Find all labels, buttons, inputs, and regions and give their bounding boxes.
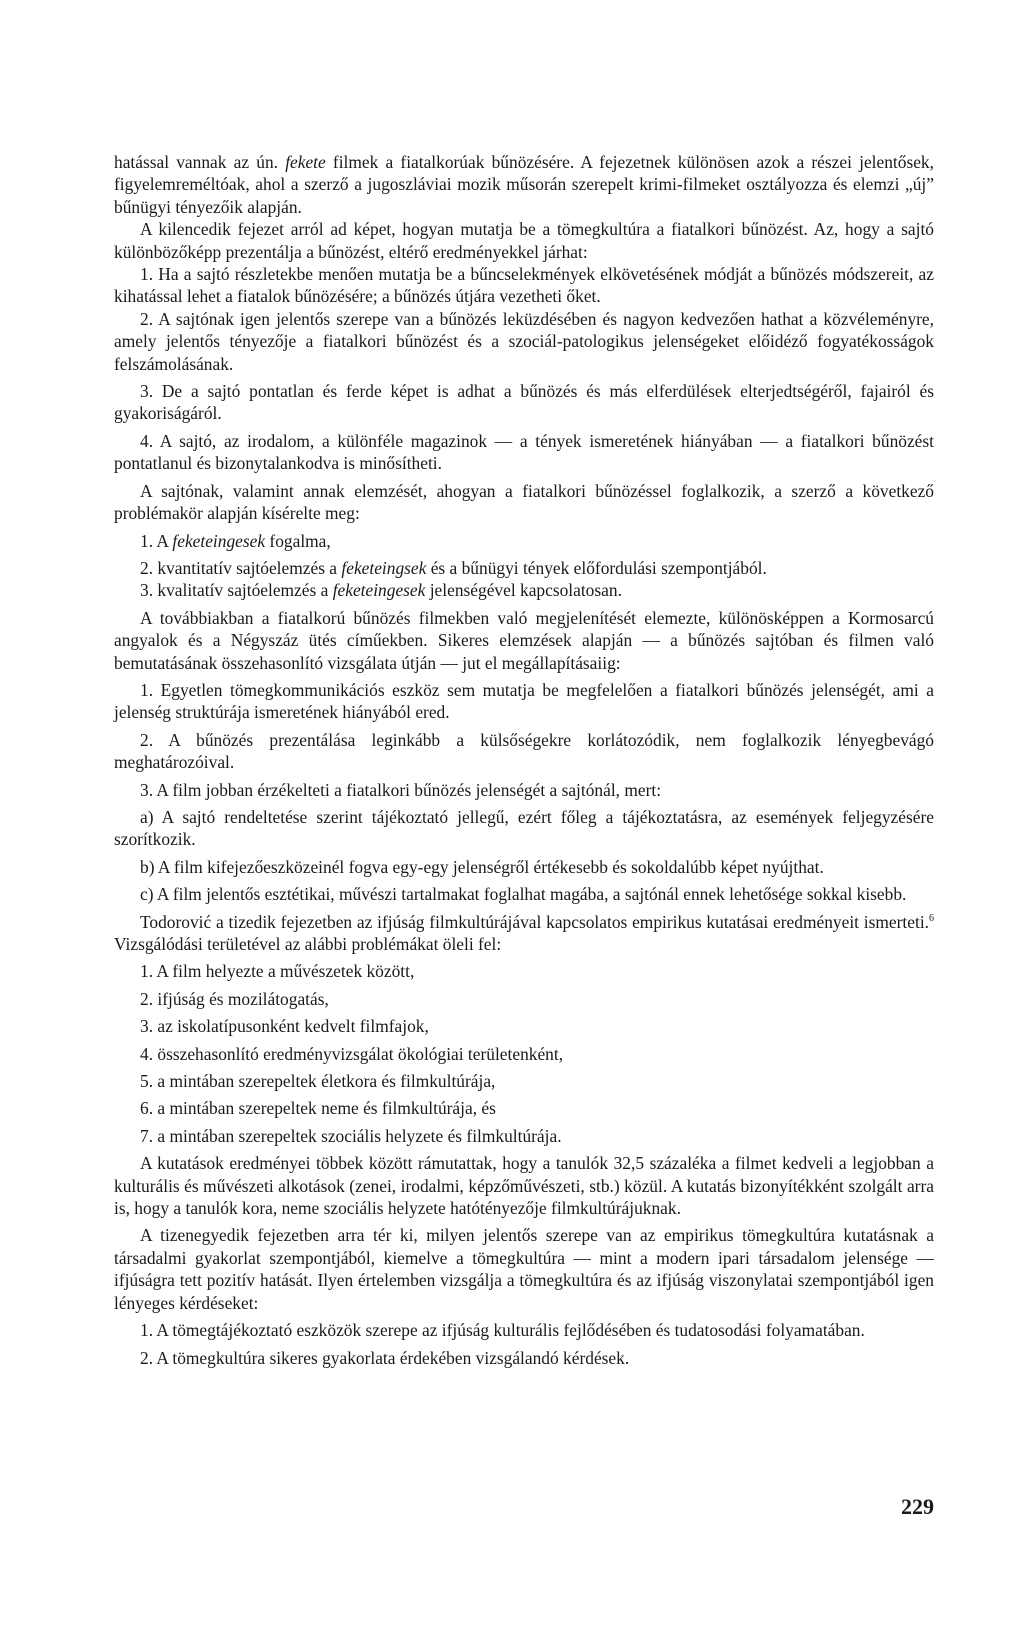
page-body xyxy=(114,151,934,1369)
italic-term: fekete xyxy=(285,152,326,172)
italic-term: feketeingesek xyxy=(332,580,426,601)
paragraph: A tizenegyedik fejezetben arra tér ki, milyen jelentős szerepe van az empirikus tömegkultúra kutatásnak a társadalmi gyakorlat szempontjából, kiemelve a tömegkultúra — mint a modern ipari társadalom jelensége — ifjúságra tett pozitív hatását. Ilyen értelemben vizsgálja a tömegkultúra és az ifjúság viszonylatai szempontjából igen lényeges kérdéseket: xyxy=(114,1225,934,1313)
list-item: 1. A film helyezte a művészetek között, xyxy=(140,961,415,982)
footnote-marker: 6 xyxy=(929,912,934,924)
numbered-list xyxy=(114,960,934,1147)
numbered-item: 4. A sajtó, az irodalom, a különféle magazinok — a tények ismeretének hiányában — a fiatalkori bűnözést pontatlanul és bizonytalankodva is minősítheti. xyxy=(114,430,934,474)
numbered-item: 2. kvantitatív sajtóelemzés a feketeingsek és a bűnügyi tények előfordulási szempontjából. xyxy=(140,557,767,578)
numbered-item: 2. A tömegkultúra sikeres gyakorlata érdekében vizsgálandó kérdések. xyxy=(140,1347,630,1368)
page-number: 229 xyxy=(901,1494,934,1519)
paragraph: A sajtónak, valamint annak elemzését, ahogyan a fiatalkori bűnözéssel foglalkozik, a szerző a következő problémakör alapján kísérelte meg: xyxy=(114,480,934,524)
numbered-item: 2. A sajtónak igen jelentős szerepe van a bűnözés leküzdésében és nagyon kedvezően hathat a közvéleményre, amely jelentős tényezője a fiatalkori bűnözést és a szociál-patologikus jelenségeket előidéző fogyatékosságok felszámolásának. xyxy=(114,308,934,374)
paragraph: Todorović a tizedik fejezetben az ifjúság filmkultúrájával kapcsolatos empirikus kutatásai eredményeit ismerteti.$^6$ Vizsgálódási területével az alábbi problémákat öleli fel: xyxy=(114,911,934,954)
list-item: 5. a mintában szerepeltek életkora és filmkultúrája, xyxy=(140,1071,496,1092)
numbered-item: 2. A bűnözés prezentálása leginkább a külsőségekre korlátozódik, nem foglalkozik lényegbevágó meghatározóival. xyxy=(114,729,934,773)
paragraph: hatással vannak az ún. fekete filmek a fiatalkorúak bűnözésére. A fejezetnek különösen azok a részei jelentősek, figyelemreméltóak, ahol a szerző a jugoszláviai mozik műsorán szerepelt krimi-filmeket osztályozza és elemzi „új” bűnügyi tényezőik alapján. xyxy=(114,152,934,217)
lettered-item: b) A film kifejezőeszközeinél fogva egy-egy jelenségről értékesebb és sokoldalúbb képet nyújthat. xyxy=(140,856,824,877)
italic-term: feketeingsek xyxy=(341,557,427,578)
numbered-item: 3. kvalitatív sajtóelemzés a feketeingesek jelenségével kapcsolatosan. xyxy=(140,580,622,601)
paragraph: A kutatások eredményei többek között rámutattak, hogy a tanulók 32,5 százaléka a filmet kedveli a legjobban a kulturális és művészeti alkotások (zenei, irodalmi, képzőművészeti, stb.) közül. A kutatás bizonyítékként szolgált arra is, hogy a tanulók kora, neme szociális helyzete hatótényezője filmkultúrájuknak. xyxy=(114,1153,934,1219)
lettered-item: c) A film jelentős esztétikai, művészi tartalmakat foglalhat magába, a sajtónál ennek lehetősége sokkal kisebb. xyxy=(140,884,907,905)
list-item: 3. az iskolatípusonként kedvelt filmfajok, xyxy=(140,1016,429,1037)
italic-term: feketeingesek xyxy=(172,530,266,551)
numbered-item: 1. Egyetlen tömegkommunikációs eszköz sem mutatja be megfelelően a fiatalkori bűnözés jelenségét, ami a jelenség struktúrája ismeretének hiányából ered. xyxy=(114,679,934,723)
numbered-item: 1. A tömegtájékoztató eszközök szerepe az ifjúság kulturális fejlődésében és tudatosodási folyamatában. xyxy=(140,1320,865,1341)
numbered-item: 3. De a sajtó pontatlan és ferde képet is adhat a bűnözés és más elferdülések elterjedtségéről, fajairól és gyakoriságáról. xyxy=(114,381,934,424)
list-item: 4. összehasonlító eredményvizsgálat ökológiai területenként, xyxy=(140,1043,564,1064)
paragraph: A továbbiakban a fiatalkorú bűnözés filmekben való megjelenítését elemezte, különösképpen a Kormosarcú angyalok és a Négyszáz ütés címűekben. Sikeres elemzések alapján — a bűnözés sajtóban és filmen való bemutatásának összehasonlító vizsgálata útján — jut el megállapításaiig: xyxy=(114,607,934,673)
numbered-item: 3. A film jobban érzékelteti a fiatalkori bűnözés jelenségét a sajtónál, mert: xyxy=(140,779,662,800)
list-item: 6. a mintában szerepeltek neme és filmkultúrája, és xyxy=(140,1098,496,1119)
list-item: 2. ifjúság és mozilátogatás, xyxy=(140,988,329,1009)
numbered-item: 1. A feketeingesek fogalma, xyxy=(140,530,331,551)
paragraph: A kilencedik fejezet arról ad képet, hogyan mutatja be a tömegkultúra a fiatalkori bűnözést. Az, hogy a sajtó különbözőképp prezentálja a bűnözést, eltérő eredményekkel járhat: xyxy=(114,219,934,262)
numbered-item: 1. Ha a sajtó részletekbe menően mutatja be a bűncselekmények elkövetésének módját a bűnözés módszereit, az kihatással lehet a fiatalok bűnözésére; a bűnözés útjára vezetheti őket. xyxy=(114,264,934,307)
lettered-item: a) A sajtó rendeltetése szerint tájékoztató jellegű, ezért főleg a tájékoztatásra, az események feljegyzésére szorítkozik. xyxy=(114,806,934,850)
list-item: 7. a mintában szerepeltek szociális helyzete és filmkultúrája. xyxy=(140,1125,562,1146)
